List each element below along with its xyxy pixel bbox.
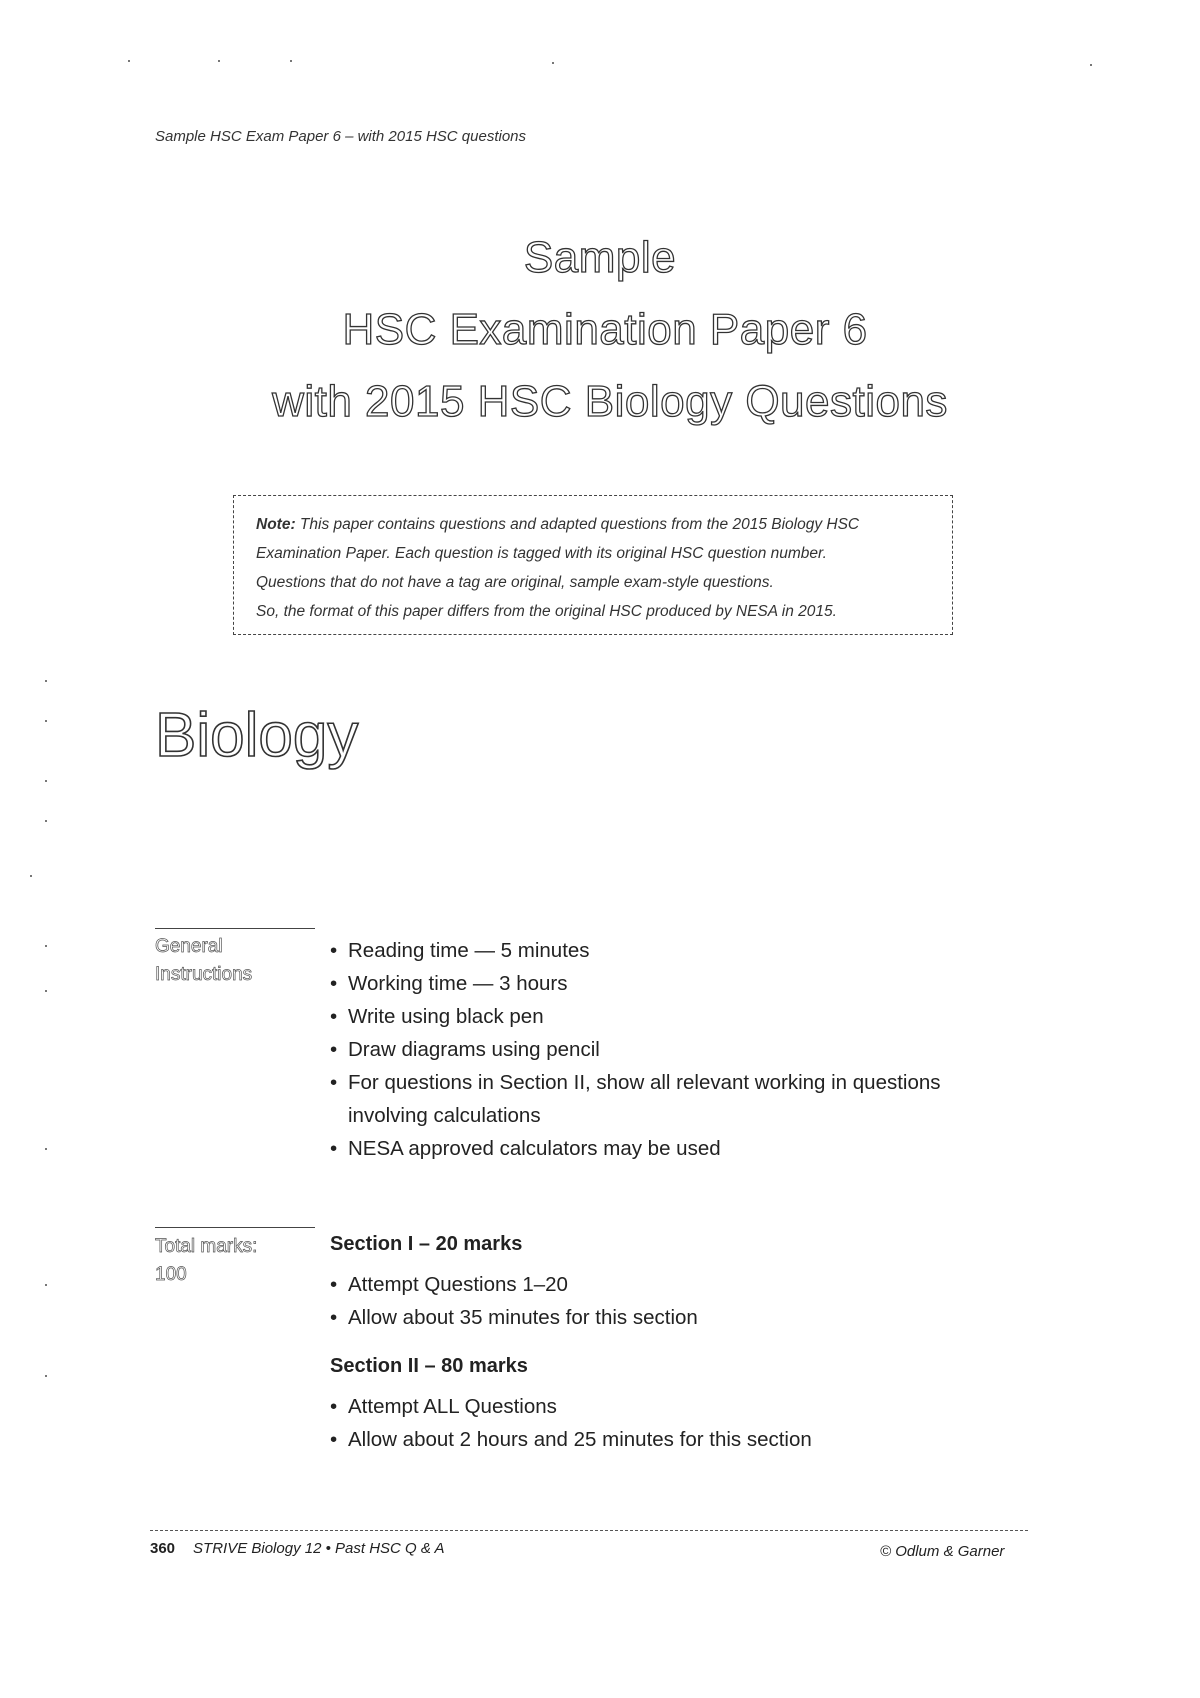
copyright: © Odlum & Garner xyxy=(880,1543,1005,1560)
label-instructions: Instructions xyxy=(155,964,253,985)
list-item: • Attempt Questions 1–20 xyxy=(330,1268,698,1301)
list-item: • Draw diagrams using pencil xyxy=(330,1033,941,1066)
section-2 xyxy=(330,1355,812,1456)
list-item: • Write using black pen xyxy=(330,1000,941,1033)
list-item: • For questions in Section II, show all relevant working in questions xyxy=(330,1066,941,1099)
book-title: STRIVE Biology 12 • Past HSC Q & A xyxy=(193,1540,445,1557)
note-line-3: Questions that do not have a tag are original, sample exam-style questions. xyxy=(256,574,774,591)
scan-speck xyxy=(45,720,47,722)
instructions-list xyxy=(330,934,941,1165)
list-item: • Allow about 2 hours and 25 minutes for this section xyxy=(330,1423,812,1456)
note-line-1 xyxy=(256,510,934,539)
footer-left xyxy=(150,1540,445,1557)
scan-speck xyxy=(45,1284,47,1286)
scan-speck xyxy=(45,680,47,682)
scan-speck xyxy=(290,60,292,62)
note-label: Note: xyxy=(256,516,296,533)
scan-speck xyxy=(30,875,32,877)
note-text-1: This paper contains questions and adapted questions from the 2015 Biology HSC xyxy=(295,516,860,533)
page-number: 360 xyxy=(150,1540,176,1557)
list-item: • NESA approved calculators may be used xyxy=(330,1132,941,1165)
list-item: • Working time — 3 hours xyxy=(330,967,941,1000)
section-1 xyxy=(330,1233,698,1334)
list-item-continuation: involving calculations xyxy=(348,1104,541,1127)
title-line-1: Sample xyxy=(523,233,677,282)
section-2-heading: Section II – 80 marks xyxy=(330,1355,528,1377)
total-marks-label xyxy=(155,1233,257,1289)
label-total-value: 100 xyxy=(155,1264,187,1285)
footer-rule xyxy=(150,1530,1028,1531)
title-line-2: HSC Examination Paper 6 xyxy=(342,305,868,354)
label-general: General xyxy=(155,936,223,957)
title-line-3: with 2015 HSC Biology Questions xyxy=(272,377,948,426)
section-1-heading: Section I – 20 marks xyxy=(330,1233,523,1255)
list-item: • Attempt ALL Questions xyxy=(330,1390,812,1423)
general-instructions-label xyxy=(155,933,252,989)
instructions-rule xyxy=(155,928,315,929)
note-line-4: So, the format of this paper differs from the original HSC produced by NESA in 2015. xyxy=(256,603,837,620)
label-total-marks: Total marks: xyxy=(155,1236,258,1257)
list-item: • Allow about 35 minutes for this section xyxy=(330,1301,698,1334)
total-marks-rule xyxy=(155,1227,315,1228)
note-line-2: Examination Paper. Each question is tagged with its original HSC question number. xyxy=(256,545,827,562)
list-item: • Reading time — 5 minutes xyxy=(330,934,941,967)
running-head: Sample HSC Exam Paper 6 – with 2015 HSC questions xyxy=(155,128,527,145)
scan-speck xyxy=(45,945,47,947)
scan-speck xyxy=(45,1375,47,1377)
scan-speck xyxy=(45,820,47,822)
subject-title: Biology xyxy=(155,701,359,770)
section-1-list xyxy=(330,1268,698,1334)
scan-speck xyxy=(128,60,130,62)
section-2-list xyxy=(330,1390,812,1456)
scan-speck xyxy=(45,1148,47,1150)
note-box xyxy=(233,495,953,635)
scan-speck xyxy=(218,60,220,62)
scan-speck xyxy=(1090,64,1092,66)
scan-speck xyxy=(552,62,554,64)
scan-speck xyxy=(45,780,47,782)
scan-speck xyxy=(45,990,47,992)
paper-title xyxy=(0,222,1200,438)
